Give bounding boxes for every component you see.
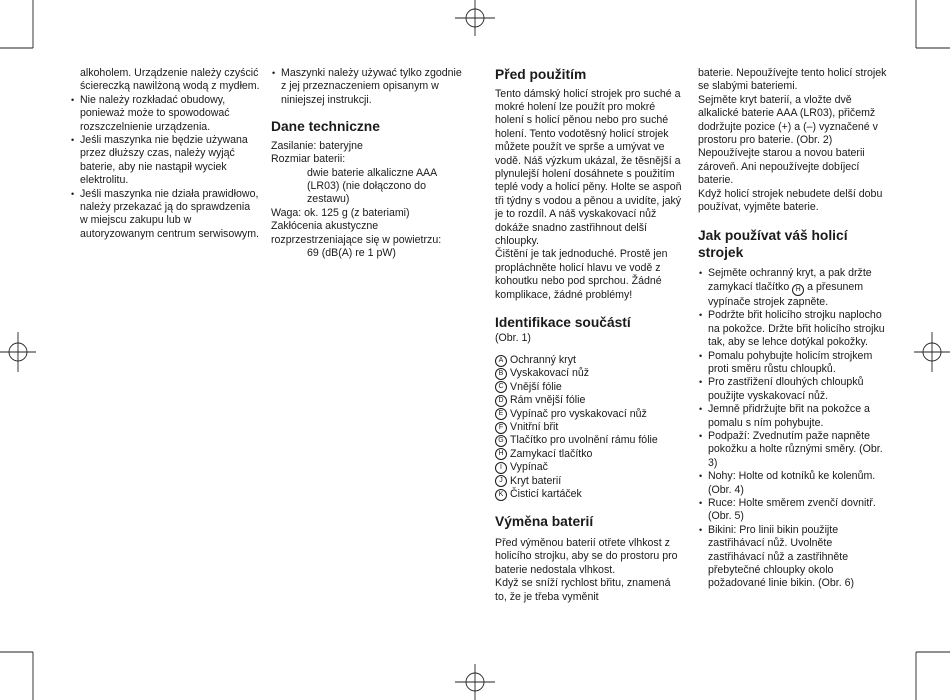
list-item: • Jemně přidržujte břit na pokožce a pomalu s ním pohybujte. (698, 403, 888, 430)
part-item (495, 367, 683, 380)
part-label: Vypínač pro vyskakovací nůž (510, 407, 647, 420)
part-letter-icon: D (495, 395, 507, 407)
registration-mark-top (455, 0, 495, 36)
part-letter-icon: H (495, 448, 507, 460)
section-heading-battery: Výměna baterií (495, 514, 594, 530)
part-label: Vypínač (510, 461, 548, 474)
list-item-text: Sejměte ochranný kryt, a pak držte zamykací tlačítko (708, 267, 872, 293)
paragraph: Nepoužívejte starou a novou baterii zároveň. Ani nepoužívejte dobíjecí baterie. (698, 147, 865, 187)
list-item: • Bikini: Pro linii bikin použijte zastřihávací nůž. Uvolněte zastřihávací nůž a zastřihněte přebytečné chloupky okolo požadované linie bikin. (Obr. 6) (698, 524, 888, 591)
care-list (70, 94, 260, 241)
parts-list (495, 354, 683, 501)
list-item: • Maszynki należy używać tylko zgodnie z jej przeznaczeniem opisanym w niniejszej instrukcji. (271, 67, 467, 107)
paragraph: Sejměte kryt baterií, a vložte dvě alkalické baterie AAA (LR03), přičemž dodržujte pozice (+) a (–) vyznačené v prostoru pro baterie. (Obr. 2) (698, 93, 878, 147)
part-item (495, 488, 683, 501)
column-2 (271, 67, 467, 260)
spec-battery-detail: dwie baterie alkaliczne AAA (LR03) (nie dołączono do zestawu) (307, 166, 437, 206)
part-letter-icon: B (495, 368, 507, 380)
spec-power: Zasilanie: bateryjne (271, 139, 363, 152)
section-heading-parts: Identifikace součástí (495, 315, 631, 330)
part-item (495, 408, 683, 421)
registration-mark-right (914, 332, 950, 372)
paragraph: Tento dámský holicí strojek pro suché a mokré holení lze použít pro mokré holení s holicí pěnou nebo pro suché holení. Tento vodotěsný holicí strojek můžete použít ve sprše a umývat ve vodě. Náš výzkum ukázal, že těsnější a plynulejší holení dosáhnete s použitím teplé vody a holicí pěny. Holte se aspoň tři týdny s vodou a pěnou a uvidíte, jaký je to rozdíl. A náš vyskakovací nůž dokáže snadno zastřihnout delší chloupky. (495, 87, 682, 247)
paragraph: Čištění je tak jednoduché. Prostě jen propláchněte holicí hlavu ve vodě z kohoutku nebo pod sprchou. Žádné komplikace, žádné problémy! (495, 248, 668, 301)
part-letter-icon: J (495, 475, 507, 487)
part-label: Vnitřní břit (510, 420, 559, 433)
part-item (495, 461, 683, 474)
part-label: Vnější fólie (510, 380, 562, 393)
part-label: Vyskakovací nůž (510, 367, 590, 380)
section-heading-how-to-use: Jak používat váš holicí strojek (698, 228, 848, 260)
registration-mark-left (0, 332, 36, 372)
list-item: • Podpaží: Zvednutím paže napněte pokožku a holte různými směry. (Obr. 3) (698, 430, 888, 470)
list-item: • Ruce: Holte směrem zvenčí dovnitř. (Obr. 5) (698, 497, 888, 524)
part-letter-icon: E (495, 408, 507, 420)
figure-ref: (Obr. 1) (495, 331, 531, 344)
usage-list (271, 67, 467, 107)
list-item: • Nie należy rozkładać obudowy, ponieważ może to spowodować rozszczelnienie urządzenia. (70, 94, 260, 134)
list-item: • Jeśli maszynka nie będzie używana przez dłuższy czas, należy wyjąć baterie, aby nie nastąpił wyciek elektrolitu. (70, 134, 260, 188)
part-item (495, 434, 683, 447)
registration-mark-bottom (455, 664, 495, 700)
intro-text: alkoholem. Urządzenie należy czyścić ściereczką nawilżoną wodą z mydłem. (80, 67, 260, 93)
part-item (495, 381, 683, 394)
paragraph: Když se sníží rychlost břitu, znamená to, že je třeba vyměnit (495, 577, 671, 603)
part-label: Kryt baterií (510, 474, 562, 487)
paragraph: baterie. Nepoužívejte tento holicí strojek se slabými bateriemi. (698, 67, 887, 93)
part-letter-icon: C (495, 381, 507, 393)
part-letter-icon: F (495, 422, 507, 434)
list-item: • Pomalu pohybujte holicím strojkem proti směru růstu chloupků. (698, 350, 888, 377)
spec-noise: Zakłócenia akustyczne rozprzestrzeniające się w powietrzu: (271, 220, 442, 246)
spec-battery-size: Rozmiar baterii: (271, 153, 346, 166)
spec-weight: Waga: ok. 125 g (z bateriami) (271, 206, 410, 219)
paragraph: Před výměnou baterií otřete vlhkost z holicího strojku, aby se do prostoru pro baterie nedostala vlhkost. (495, 536, 678, 576)
part-item (495, 394, 683, 407)
part-letter-icon: H (792, 284, 804, 296)
part-letter-icon: I (495, 462, 507, 474)
column-3 (495, 67, 683, 604)
part-letter-icon: K (495, 489, 507, 501)
part-item (495, 448, 683, 461)
paragraph: Když holicí strojek nebudete delší dobu používat, vyjměte baterie. (698, 187, 883, 214)
how-to-list (698, 267, 888, 590)
list-item: • Nohy: Holte od kotníků ke kolenům. (Obr. 4) (698, 470, 888, 497)
list-item: • Pro zastřižení dlouhých chloupků použijte vyskakovací nůž. (698, 376, 888, 403)
spec-noise-value: 69 (dB(A) re 1 pW) (307, 246, 396, 259)
column-1 (70, 67, 260, 241)
part-label: Tlačítko pro uvolnění rámu fólie (510, 434, 658, 447)
part-label: Čisticí kartáček (510, 487, 582, 500)
list-item: • Podržte břit holicího strojku naplocho na pokožce. Držte břit holicího strojku tak, aby se lehce dotýkal pokožky. (698, 309, 888, 349)
part-label: Zamykací tlačítko (510, 447, 593, 460)
column-4 (698, 67, 888, 591)
part-letter-icon: A (495, 355, 507, 367)
part-item (495, 421, 683, 434)
part-item (495, 354, 683, 367)
section-heading-specs: Dane techniczne (271, 119, 380, 135)
list-item: • Jeśli maszynka nie działa prawidłowo, należy przekazać ją do sprawdzenia w miejscu zakupu lub w autoryzowanym centrum serwisowym. (70, 188, 260, 242)
list-item (698, 267, 888, 309)
part-letter-icon: G (495, 435, 507, 447)
part-item (495, 475, 683, 488)
part-label: Ochranný kryt (510, 353, 576, 366)
section-heading-before-use: Před použitím (495, 67, 587, 82)
part-label: Rám vnější fólie (510, 394, 586, 407)
list-item-text: a přesunem vypínače strojek zapněte. (708, 280, 864, 308)
